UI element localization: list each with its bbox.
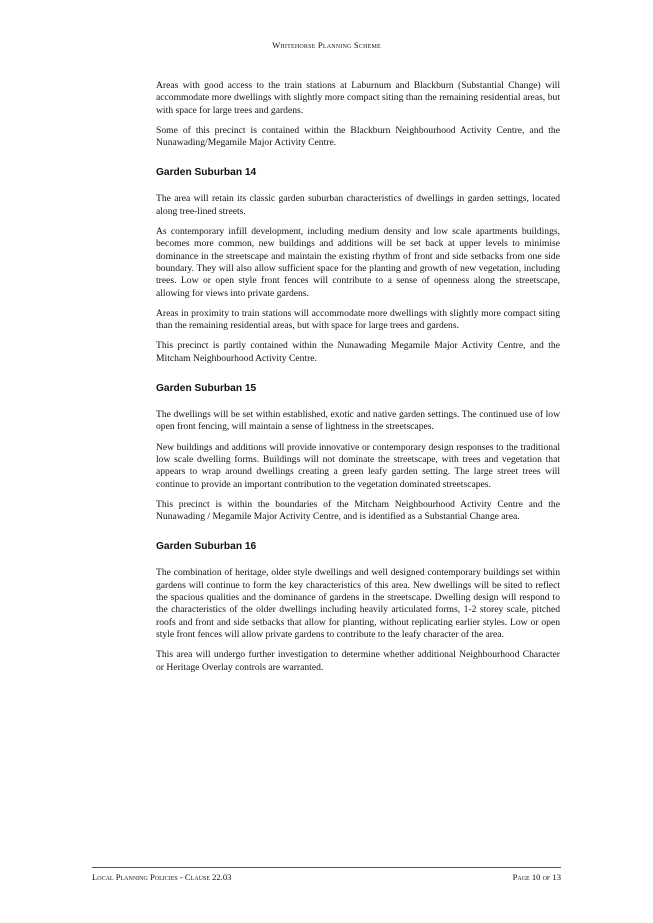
gs14-paragraph-3: Areas in proximity to train stations will accommodate more dwellings with slightly more compact siting than the remaining residential areas, but with space for large trees and gardens.	[156, 307, 560, 332]
gs14-paragraph-4: This precinct is partly contained within the Nunawading Megamile Major Activity Centre, and the Mitcham Neighbourhood Activity Centre.	[156, 340, 560, 364]
footer-clause: Local Planning Policies - Clause 22.03	[92, 872, 232, 882]
footer-divider	[92, 867, 561, 868]
section-heading-gs15: Garden Suburban 15	[156, 383, 257, 395]
intro-paragraph-1: Areas with good access to the train stations at Laburnum and Blackburn (Substantial Change) will accommodate more dwellings with slightly more compact siting than the remaining residential areas, but with space for large trees and gardens.	[156, 80, 560, 116]
gs15-paragraph-1: The dwellings will be set within established, exotic and native garden settings. The continued use of low open front fencing, will maintain a sense of lightness in the streetscapes.	[156, 409, 560, 433]
gs15-paragraph-3: This precinct is within the boundaries of the Mitcham Neighbourhood Activity Centre and the Nunawading / Megamile Major Activity Centre, and is identified as a Substantial Change area.	[156, 498, 560, 523]
section-heading-gs16: Garden Suburban 16	[156, 541, 257, 553]
document-body	[156, 80, 560, 682]
gs15-paragraph-2: New buildings and additions will provide innovative or contemporary design responses to the traditional low scale dwelling forms. Buildings will not dominate the streetscape, with trees and vegetation that appears to wrap around dwellings creating a green leafy garden setting. The large street trees will continue to provide an important contribution to the vegetation dominated streetscapes.	[156, 441, 560, 490]
footer-page-number: Page 10 of 13	[512, 872, 561, 882]
gs14-paragraph-2: As contemporary infill development, including medium density and low scale apartments buildings, becomes more common, new buildings and additions will be set back at upper levels to minimise dominance in the streetscape and maintain the existing rhythm of front and side setbacks from one side boundary. They will also allow sufficient space for the planting and growth of new vegetation, including trees. Low or open style front fences will contribute to a sense of openness along the streetscape, allowing for views into private gardens.	[156, 226, 560, 299]
gs14-paragraph-1: The area will retain its classic garden suburban characteristics of dwellings in garden settings, located along tree-lined streets.	[156, 193, 560, 217]
gs16-paragraph-1: The combination of heritage, older style dwellings and well designed contemporary buildings set within gardens will continue to form the key characteristics of this area. New dwellings will be sited to reflect the spacious qualities and the dominance of gardens in the streetscape. Dwelling design will respond to the characteristics of the older dwellings including heavily articulated forms, 1-2 storey scale, pitched roofs and front and side setbacks that allow for planting, without replicating earlier styles. Low or open style front fences will allow private gardens to contribute to the leafy character of the area.	[156, 567, 560, 640]
page-header: Whitehorse Planning Scheme	[272, 40, 381, 50]
section-heading-gs14: Garden Suburban 14	[156, 167, 257, 179]
intro-paragraph-2: Some of this precinct is contained within the Blackburn Neighbourhood Activity Centre, and the Nunawading/Megamile Major Activity Centre.	[156, 124, 560, 149]
gs16-paragraph-2: This area will undergo further investigation to determine whether additional Neighbourhood Character or Heritage Overlay controls are warranted.	[156, 649, 560, 673]
